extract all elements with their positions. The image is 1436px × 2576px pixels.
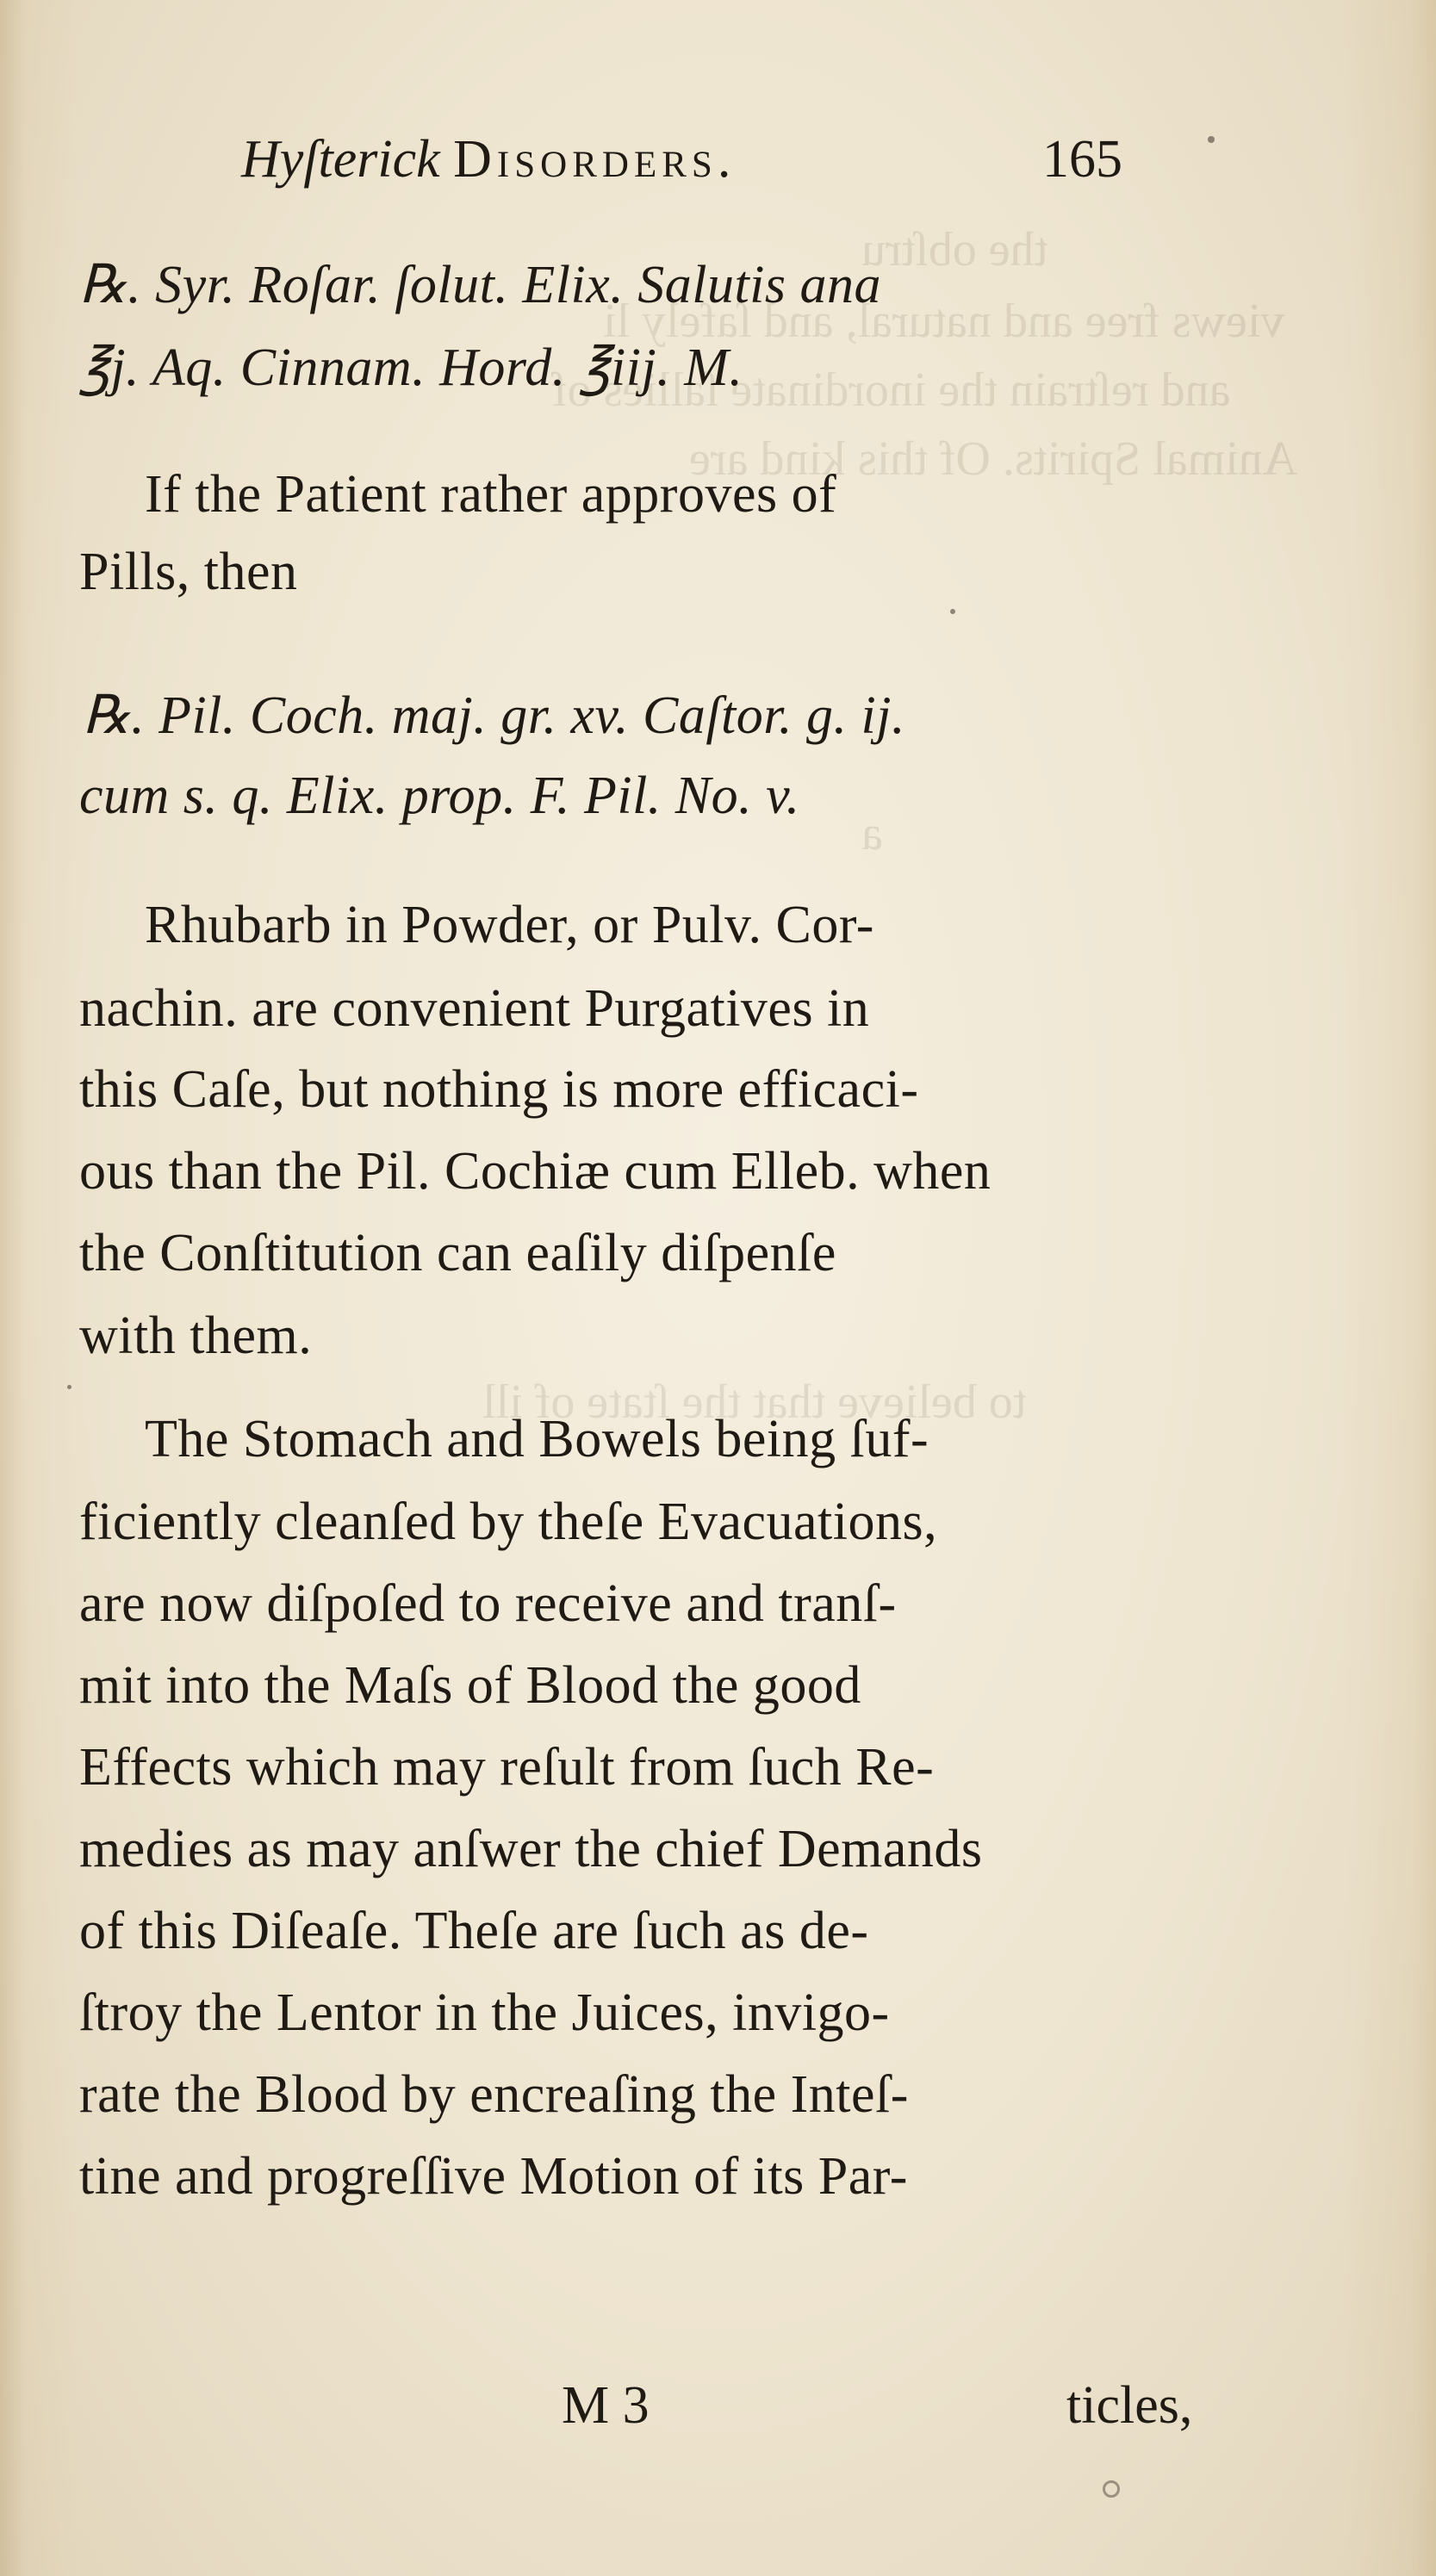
show-through-text: and reſtrain the inordinate ſallies of	[551, 363, 1231, 417]
text-line: mit into the Maſs of Blood the good	[79, 1656, 861, 1715]
text-line: Rhubarb in Powder, or Pulv. Cor-	[145, 896, 874, 954]
paper-speck	[67, 1385, 71, 1389]
text-line: The Stomach and Bowels being ſuf-	[145, 1410, 929, 1468]
text-line: Pills, then	[79, 543, 298, 601]
paper-ring-mark	[1103, 2480, 1120, 2498]
text-line: ſtroy the Lentor in the Juices, invigo-	[79, 1983, 890, 2042]
text-line: nachin. are convenient Purgatives in	[79, 979, 870, 1038]
text-line: ous than the Pil. Cochiæ cum Elleb. when	[79, 1142, 992, 1201]
recipe-line: cum s. q. Elix. prop. F. Pil. No. v.	[79, 767, 800, 825]
text-line: the Conſtitution can eaſily diſpenſe	[79, 1224, 836, 1282]
header-title-italic: Hyſterick	[241, 130, 440, 189]
text-line: are now diſpoſed to receive and tranſ-	[79, 1574, 897, 1633]
text-line: tine and progreſſive Motion of its Par-	[79, 2147, 908, 2206]
text-line: rate the Blood by encreaſing the Inteſ-	[79, 2065, 909, 2124]
text-line: ficiently cleanſed by theſe Evacuations,	[79, 1493, 938, 1551]
paper-speck	[950, 609, 955, 614]
running-header	[241, 129, 736, 190]
text-line: If the Patient rather approves of	[145, 465, 837, 524]
text-line: this Caſe, but nothing is more efficaci-	[79, 1060, 919, 1119]
show-through-text: a	[861, 807, 883, 860]
show-through-text: the obſtru	[861, 223, 1048, 276]
page-number: 165	[1042, 130, 1122, 189]
show-through-text: views free and natural, and ſafely li	[603, 295, 1285, 348]
recipe-line: ℞. Pil. Coch. maj. gr. xv. Caſtor. g. ij.	[83, 686, 905, 745]
text-line: medies as may anſwer the chief Demands	[79, 1820, 983, 1878]
text-line: with them.	[79, 1307, 313, 1365]
text-line: of this Diſeaſe. Theſe are ſuch as de-	[79, 1902, 869, 1960]
catchword: ticles,	[1066, 2376, 1193, 2435]
recipe-line: ℥j. Aq. Cinnam. Hord. ℥iij. M.	[79, 338, 743, 397]
text-line: Effects which may reſult from ſuch Re-	[79, 1738, 935, 1797]
paper-speck	[1208, 136, 1215, 143]
show-through-text: to believe that the ſtate of ill	[482, 1375, 1027, 1429]
signature-mark: M 3	[562, 2376, 650, 2435]
header-title-caps: Disorders.	[453, 130, 737, 189]
recipe-line: ℞. Syr. Roſar. ſolut. Elix. Salutis ana	[79, 256, 882, 314]
show-through-text: Animal Spirits. Of this kind are	[689, 432, 1298, 486]
